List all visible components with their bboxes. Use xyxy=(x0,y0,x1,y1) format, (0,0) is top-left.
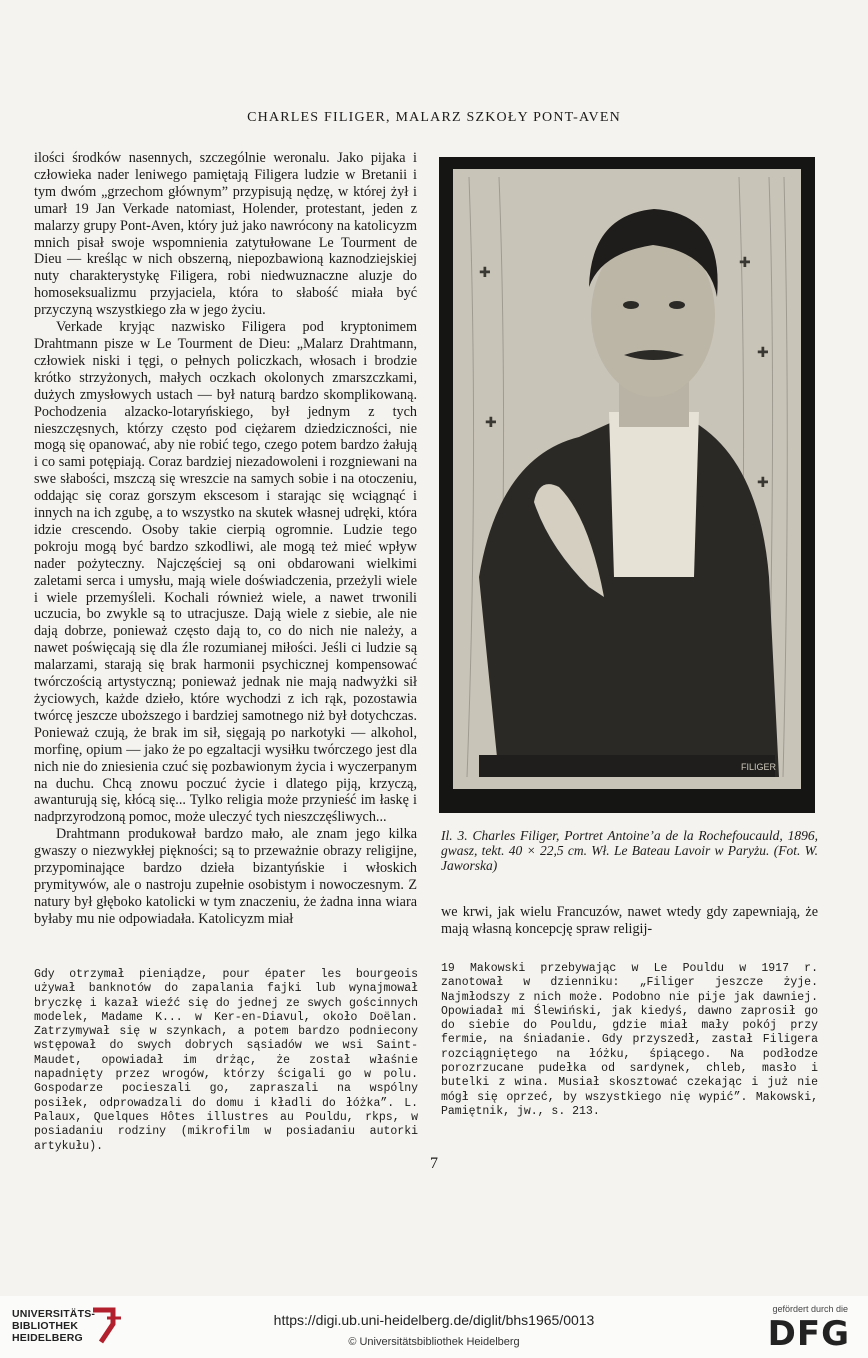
paragraph: Drahtmann produkował bardzo mało, ale znam jego kilka gwaszy o niezwykłej piękności; są to przeważnie obrazy religijne, przypominające bardzo dzieła bizantyńskie i włoskich prymitywów, ale o nastroju zupełnie osobistym i nowoczesnym. Z natury był głęboko katolicki w tym znaczeniu, że żadna inna wiara byłaby mu nie odpowiadała. Katolicyzm miał xyxy=(34,826,417,927)
body-text-left-column xyxy=(34,150,417,928)
portrait-illustration xyxy=(439,157,815,813)
sponsor-label: gefördert durch die xyxy=(772,1304,848,1314)
library-logo-text: UNIVERSITÄTS- BIBLIOTHEK HEIDELBERG xyxy=(12,1308,96,1344)
painting-signature: FILIGER xyxy=(741,762,777,772)
svg-text:✚: ✚ xyxy=(739,256,751,271)
copyright-notice: © Universitätsbibliothek Heidelberg xyxy=(348,1336,520,1348)
svg-text:✚: ✚ xyxy=(479,266,491,281)
svg-text:✚: ✚ xyxy=(757,346,769,361)
svg-text:✚: ✚ xyxy=(757,476,769,491)
footnote-text: Gdy otrzymał pieniądze, pour épater les bourgeois używał banknotów do zapalania fajki lub wynajmował bryczkę i kazał wieźć się do jednej ze swych gościnnych modelek, Madame K... w Ker-en-Diavul, około Doëlan. Zatrzymywał się w szynkach, a potem bardzo podniecony wstępował do swych dobrych sąsiadów we wsi Saint-Maudet, opowiadał im drżąc, że został właśnie napadnięty przez wrogów, którzy ścigali go w polu. Gospodarze pocieszali go, zapraszali na wspólny posiłek, odprowadzali do domu i kładli do łóżka”. L. Palaux, Quelques Hôtes illustres au Pouldu, rkps, w posiadaniu rodziny (mikrofilm w posiadaniu autorki artykułu). xyxy=(34,968,418,1153)
svg-text:✚: ✚ xyxy=(485,416,497,431)
figure-caption: Il. 3. Charles Filiger, Portret Antoine’a de la Rochefoucauld, 1896, gwasz, tekt. 40 × 22,5 cm. Wł. Le Bateau Lavoir w Paryżu. (Fot. W. Jaworska) xyxy=(441,828,818,873)
permalink-url[interactable]: https://digi.ub.uni-heidelberg.de/diglit/bhs1965/0013 xyxy=(273,1312,595,1328)
footnote-right xyxy=(441,962,818,1119)
body-text-right-column xyxy=(441,904,818,938)
running-head: CHARLES FILIGER, MALARZ SZKOŁY PONT-AVEN xyxy=(247,110,621,125)
paragraph: Verkade kryjąc nazwisko Filigera pod kryptonimem Drahtmann pisze w Le Tourment de Dieu: „Malarz Drahtmann, człowiek niski i tęgi, o pełnych policzkach, włosach i brodzie krótko strzyżonych, małych oczkach okolonych zmarszczkami, dużych zmysłowych ustach — był naturą bardzo skomplikowaną. Pochodzenia alzacko-lotaryńskiego, był jednym z tych nieszczęsnych, którzy często pod ciężarem dziedziczności, nie mogą się opanować, aby nie robić tego, czego potem bardzo żałują i co sami potępiają. Coraz bardziej niezadowoleni i rozgniewani na swe słabości, mszczą się wreszcie na samych sobie i na otoczeniu, oddając się coraz gorszym ekscesom i starając się wciągnąć i innych na ich zgubę, a to wszystko na skutek własnej udręki, która idzie crescendo. Osoby takie cierpią ogromnie. Ludzie tego pokroju mogą być bardzo szkodliwi, ale mogą też mieć wpływ nader pożyteczny. Najczęściej są oni obdarowani wielkimi zaletami serca i umysłu, mają wiele doświadczenia, przeżyli wiele i wiele przemyśleli. Kochali również wiele, a nawet trwonili uczucia, bo zwykle są to utracjusze. Dają wiele z siebie, ale nie dają dobrze, ponieważ często dają to, co do nich nie należy, a nawet poświęcają się dla źle rozumianej miłości. Jeśli ci ludzie są malarzami, starają się brak harmonii psychicznej kompensować twórczością artystyczną; ponieważ jednak nie mają nadwyżki sił życiowych, każde dzieło, które wychodzi z ich rąk, pozostawia twórcę jeszcze uboższego i bardziej samotnego niż był dotychczas. Ponieważ czują, że brak im sił, sięgają po narkotyki — alkohol, morfinę, opium — jako że po egzaltacji wysiłku twórczego jest dla nich nie do zniesienia czuć się pozbawionym życia i wyczerpanym na duchu. Chcą znowu poczuć życie i dlatego piją, krzyczą, awanturują się, kłócą się... Tylko religia może przynieść im łaskę i nadprzyrodzoną pomoc, może uleczyć tych nieszczęśliwych... xyxy=(34,319,417,826)
painting-label-band xyxy=(479,755,775,777)
viewer-footer xyxy=(0,1296,868,1358)
figure-eye-left xyxy=(623,301,639,309)
footnote-left xyxy=(34,968,418,1154)
painting-image xyxy=(439,157,815,813)
dfg-logo: DFG xyxy=(767,1314,850,1354)
footnote-text: 19 Makowski przebywając w Le Pouldu w 1917 r. zanotował w dzienniku: „Filiger jeszcze żyje. Najmłodszy z nich może. Podobno nie pije jak dawniej. Opowiadał mi Ślewiński, jak kiedyś, dawno zaprosił go do siebie do Pouldu, gdzie miał mały pokój przy fermie, na śniadanie. Gdy przyszedł, zastał Filigera rozciągniętego na łóżku, śpiącego. Na podłodze porozrzucane pudełka od sardynek, chleb, masło i butelki z wina. Musiał skosztować czekając i już nie mógł się oprzeć, by wszystkiego nię wypić”. Makowski, Pamiętnik, jw., s. 213. xyxy=(441,962,818,1118)
figure-shirt xyxy=(609,412,699,577)
page-number: 7 xyxy=(430,1155,438,1172)
paragraph: ilości środków nasennych, szczególnie weronalu. Jako pijaka i człowieka nader leniwego pamiętają Filigera ludzie w Bretanii i tym dwóm „grzechom głównym” przypisują nędzę, w której żył i umarł 19 Jan Verkade natomiast, Holender, protestant, jeden z malarzy grupy Pont-Aven, który już jako nawrócony na katolicyzm mnich pisał swoje wspomnienia zatytułowane Le Tourment de Dieu — kreśląc w nich obszerną, niepozbawioną kaznodziejskiej nuty charakterystykę Filigera, robi niedwuznaczne aluzje do homoseksualizmu przyjaciela, która to słabość miała być przyczyną wszystkiego zła w jego życiu. xyxy=(34,150,417,319)
figure-eye-right xyxy=(669,301,685,309)
paragraph: we krwi, jak wielu Francuzów, nawet wtedy gdy zapewniają, że mają własną koncepcję spraw religij- xyxy=(441,904,818,937)
